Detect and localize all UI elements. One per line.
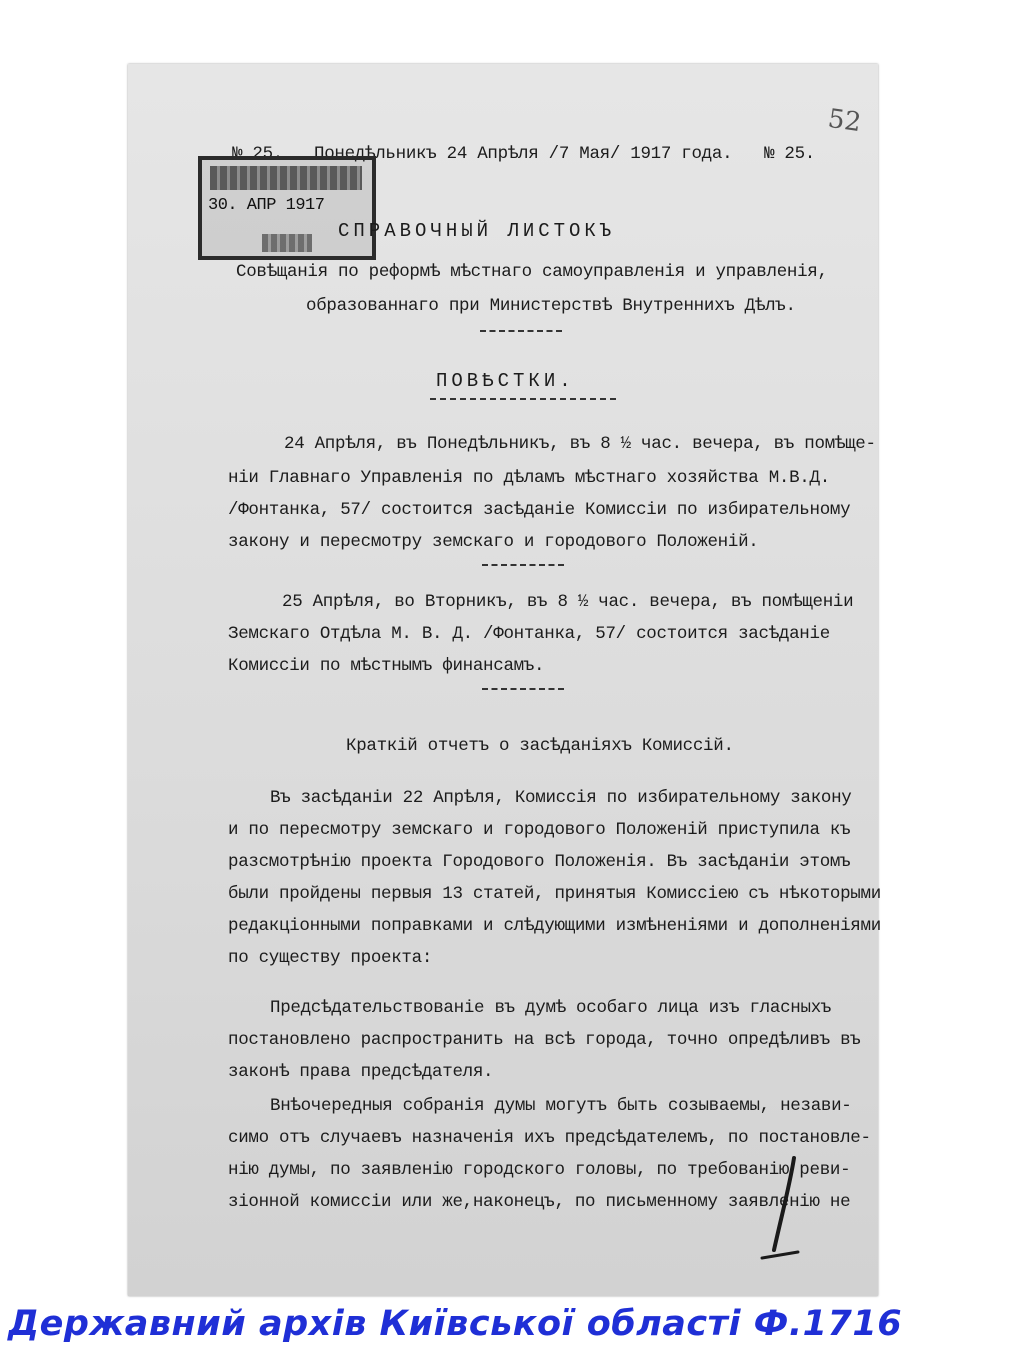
notices-heading: ПОВѢСТКИ. (436, 370, 575, 392)
notice1-line-3: /Фонтанка, 57/ состоится засѣданіе Комиссіи по избирательному (228, 500, 851, 520)
report-heading: Краткій отчетъ о засѣданіяхъ Комиссій. (346, 736, 734, 756)
subtitle-line-1: Совѣщанія по реформѣ мѣстнаго самоуправленія и управленія, (236, 262, 828, 282)
report-para3-line-3: нію думы, по заявленію городского головы, по требованію реви- (228, 1160, 851, 1180)
report-para1-line-6: по существу проекта: (228, 948, 433, 968)
header-number-right: № 25. (764, 144, 816, 164)
stamp-mark (262, 234, 312, 252)
report-para1-line-2: и по пересмотру земскаго и городового Положеній приступила къ (228, 820, 851, 840)
document-title: СПРАВОЧНЫЙ ЛИСТОКЪ (338, 220, 616, 242)
notice2-line-2: Земскаго Отдѣла М. В. Д. /Фонтанка, 57/ состоится засѣданіе (228, 624, 830, 644)
archive-caption: Державний архів Київської області Ф.1716 (8, 1304, 903, 1344)
document-sheet (128, 64, 881, 1296)
report-para2-line-3: законѣ права предсѣдателя. (228, 1062, 494, 1082)
divider (482, 564, 564, 566)
report-para3-line-2: симо отъ случаевъ назначенія ихъ предсѣдателемъ, по постановле- (228, 1128, 871, 1148)
report-para1-line-5: редакціонными поправками и слѣдующими измѣненіями и дополненіями (228, 916, 881, 936)
notice2-line-3: Комиссіи по мѣстнымъ финансамъ. (228, 656, 545, 676)
divider (480, 330, 562, 332)
archive-stamp (198, 156, 376, 260)
report-para2-line-2: постановлено распространить на всѣ города, точно опредѣливъ въ (228, 1030, 861, 1050)
notice1-line-2: ніи Главнаго Управленія по дѣламъ мѣстнаго хозяйства М.В.Д. (228, 468, 830, 488)
report-para1-line-3: разсмотрѣнію проекта Городового Положенія. Въ засѣданіи этомъ (228, 852, 851, 872)
notice2-line-1: 25 Апрѣля, во Вторникъ, въ 8 ½ час. вечера, въ помѣщеніи (282, 592, 854, 612)
notice1-line-4: закону и пересмотру земскаго и городового Положеній. (228, 532, 759, 552)
report-para2-line-1: Предсѣдательствованіе въ думѣ особаго лица изъ гласныхъ (270, 998, 832, 1018)
page-number-mark (760, 1154, 800, 1264)
header-date: Понедѣльникъ 24 Апрѣля /7 Мая/ 1917 года. (314, 144, 733, 164)
header-number-left: № 25. (232, 144, 284, 164)
report-para1-line-1: Въ засѣданіи 22 Апрѣля, Комиссія по избирательному закону (270, 788, 852, 808)
report-para3-line-4: зіонной комиссіи или же,наконецъ, по письменному заявленію не (228, 1192, 851, 1212)
report-para3-line-1: Внѣочередныя собранія думы могутъ быть созываемы, незави- (270, 1096, 852, 1116)
divider (482, 688, 564, 690)
stamp-institution-text (210, 166, 362, 190)
report-para1-line-4: были пройдены первыя 13 статей, принятыя Комиссіею съ нѣкоторыми (228, 884, 881, 904)
subtitle-line-2: образованнаго при Министерствѣ Внутреннихъ Дѣлъ. (306, 296, 796, 316)
notices-heading-underline (430, 398, 616, 400)
folio-number: 52 (826, 103, 864, 139)
notice1-line-1: 24 Апрѣля, въ Понедѣльникъ, въ 8 ½ час. вечера, въ помѣще- (284, 434, 876, 454)
stamp-date: 30. АПР 1917 (208, 196, 325, 215)
